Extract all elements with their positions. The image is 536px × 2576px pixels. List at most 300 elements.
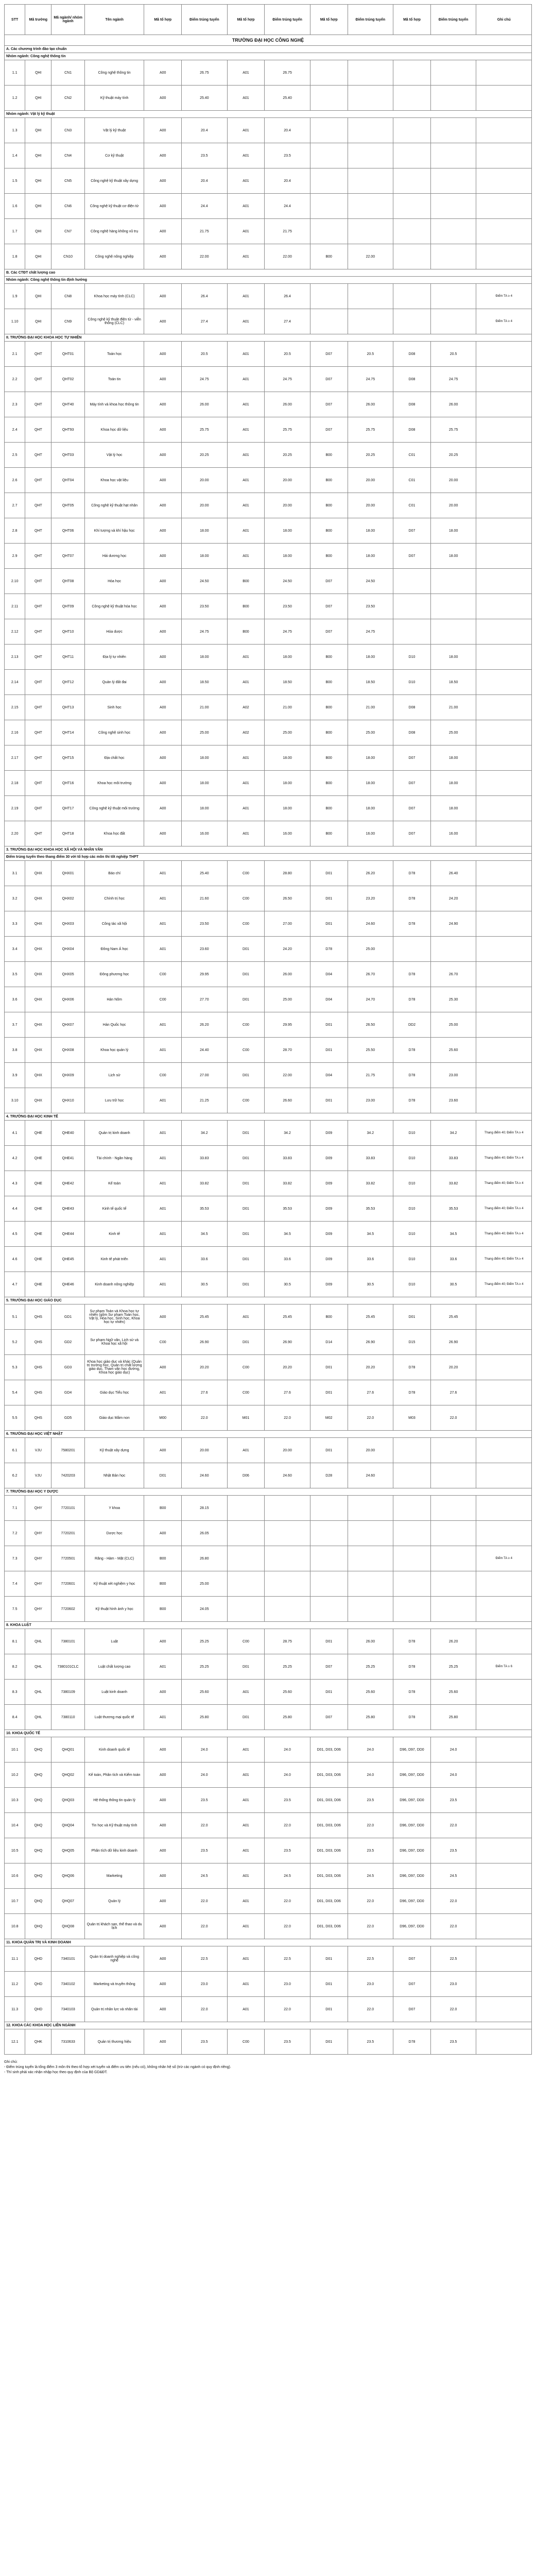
cell-t4: C01 bbox=[393, 468, 431, 493]
table-row bbox=[5, 284, 532, 309]
cell-stt: 12.1 bbox=[5, 2029, 25, 2055]
cell-t4: D78 bbox=[393, 886, 431, 911]
cell-s2: 26.60 bbox=[265, 1088, 310, 1113]
cell-t3: D07 bbox=[310, 1705, 348, 1730]
section-row bbox=[5, 1297, 532, 1304]
cell-note: Thang điểm 40; Điểm TA ≥ 4 bbox=[476, 1196, 532, 1222]
cell-t1: A01 bbox=[144, 911, 182, 937]
cell-t2: D01 bbox=[227, 1196, 265, 1222]
cell-s3: 22.5 bbox=[348, 1946, 393, 1972]
cell-s3: 23.0 bbox=[348, 1972, 393, 1997]
cell-s3: 33.83 bbox=[348, 1146, 393, 1171]
cell-s3: 27.6 bbox=[348, 1380, 393, 1405]
cell-t4 bbox=[393, 244, 431, 269]
cell-s1: 26.20 bbox=[182, 1012, 228, 1038]
cell-code: CN10 bbox=[51, 244, 85, 269]
cell-t4: D07 bbox=[393, 771, 431, 796]
section-title: 3. TRƯỜNG ĐẠI HỌC KHOA HỌC XÃ HỘI VÀ NHÂN VĂN bbox=[5, 846, 532, 854]
cell-stt: 2.1 bbox=[5, 342, 25, 367]
cell-s2: 25.80 bbox=[265, 1705, 310, 1730]
cell-school: QHY bbox=[25, 1521, 51, 1546]
cell-note bbox=[476, 1889, 532, 1914]
cell-note bbox=[476, 493, 532, 518]
cell-s2: 28.75 bbox=[265, 1629, 310, 1654]
cell-s4 bbox=[430, 619, 476, 645]
cell-s2: 18.00 bbox=[265, 645, 310, 670]
cell-note bbox=[476, 670, 532, 695]
cell-name: Kinh tế bbox=[84, 1222, 144, 1247]
cell-t2: C00 bbox=[227, 2029, 265, 2055]
cell-t2: A01 bbox=[227, 468, 265, 493]
cell-s2 bbox=[265, 1521, 310, 1546]
cell-school: QHQ bbox=[25, 1762, 51, 1788]
cell-s1: 25.25 bbox=[182, 1654, 228, 1680]
cell-s3: 24.70 bbox=[348, 987, 393, 1012]
cell-s4: 21.00 bbox=[430, 695, 476, 720]
table-row bbox=[5, 1247, 532, 1272]
cell-t1: A01 bbox=[144, 886, 182, 911]
cell-code: 7720602 bbox=[51, 1597, 85, 1622]
cell-school: QHX bbox=[25, 886, 51, 911]
cell-code: QHE46 bbox=[51, 1272, 85, 1297]
cell-name: Khoa học vật liệu bbox=[84, 468, 144, 493]
cell-school: QHL bbox=[25, 1654, 51, 1680]
section-row bbox=[5, 1113, 532, 1121]
cell-s2: 18.00 bbox=[265, 544, 310, 569]
cell-s4: 25.00 bbox=[430, 1012, 476, 1038]
table-row bbox=[5, 468, 532, 493]
cell-name: Vật lý kỹ thuật bbox=[84, 118, 144, 143]
table-row bbox=[5, 1889, 532, 1914]
cell-t4 bbox=[393, 194, 431, 219]
cell-stt: 5.3 bbox=[5, 1355, 25, 1380]
table-row bbox=[5, 367, 532, 392]
cell-s4: 23.60 bbox=[430, 1088, 476, 1113]
cell-code: QHT01 bbox=[51, 342, 85, 367]
cell-school: QHT bbox=[25, 619, 51, 645]
cell-t4 bbox=[393, 143, 431, 168]
cell-stt: 8.3 bbox=[5, 1680, 25, 1705]
admission-score-table bbox=[4, 4, 532, 2055]
cell-s2: 28.80 bbox=[265, 861, 310, 886]
cell-code: 7380109 bbox=[51, 1680, 85, 1705]
cell-s4 bbox=[430, 309, 476, 334]
cell-s4: 18.00 bbox=[430, 544, 476, 569]
table-row bbox=[5, 1355, 532, 1380]
cell-s4: 20.25 bbox=[430, 443, 476, 468]
table-row bbox=[5, 619, 532, 645]
cell-t1: A00 bbox=[144, 443, 182, 468]
cell-school: QHI bbox=[25, 86, 51, 111]
cell-name: Hải dương học bbox=[84, 544, 144, 569]
cell-stt: 2.8 bbox=[5, 518, 25, 544]
cell-t3: D01, D03, D06 bbox=[310, 1838, 348, 1863]
cell-t1: A00 bbox=[144, 342, 182, 367]
cell-t4: DD2 bbox=[393, 1012, 431, 1038]
table-row bbox=[5, 1171, 532, 1196]
cell-name: Lịch sử bbox=[84, 1063, 144, 1088]
cell-t3 bbox=[310, 118, 348, 143]
cell-t2: D01 bbox=[227, 1063, 265, 1088]
cell-s4 bbox=[430, 194, 476, 219]
table-row bbox=[5, 1496, 532, 1521]
cell-note bbox=[476, 796, 532, 821]
cell-s2: 22.0 bbox=[265, 1813, 310, 1838]
cell-s3: 23.5 bbox=[348, 1788, 393, 1813]
cell-s1: 20.4 bbox=[182, 118, 228, 143]
cell-t4: D07 bbox=[393, 518, 431, 544]
cell-t4 bbox=[393, 594, 431, 619]
cell-stt: 11.1 bbox=[5, 1946, 25, 1972]
table-row bbox=[5, 1629, 532, 1654]
cell-name: Kỹ thuật máy tính bbox=[84, 86, 144, 111]
cell-t1: A01 bbox=[144, 937, 182, 962]
cell-code: QHX01 bbox=[51, 861, 85, 886]
cell-s1: 23.5 bbox=[182, 1838, 228, 1863]
cell-s4 bbox=[430, 1597, 476, 1622]
cell-s3: 22.0 bbox=[348, 1813, 393, 1838]
cell-note bbox=[476, 244, 532, 269]
cell-school: QHE bbox=[25, 1222, 51, 1247]
table-row bbox=[5, 1972, 532, 1997]
cell-t3: D07 bbox=[310, 342, 348, 367]
cell-note bbox=[476, 1680, 532, 1705]
cell-t3: D07 bbox=[310, 619, 348, 645]
cell-stt: 2.20 bbox=[5, 821, 25, 846]
cell-note bbox=[476, 518, 532, 544]
cell-t2: D01 bbox=[227, 987, 265, 1012]
cell-school: QHY bbox=[25, 1597, 51, 1622]
cell-stt: 4.6 bbox=[5, 1247, 25, 1272]
cell-name: Quản lý đất đai bbox=[84, 670, 144, 695]
cell-code: QHQ06 bbox=[51, 1863, 85, 1889]
cell-s4: 18.00 bbox=[430, 645, 476, 670]
cell-name: Hàn Quốc học bbox=[84, 1012, 144, 1038]
cell-name: Răng - Hàm - Mặt (CLC) bbox=[84, 1546, 144, 1571]
cell-school: QHI bbox=[25, 168, 51, 194]
cell-code: QHT18 bbox=[51, 821, 85, 846]
cell-s2: 23.5 bbox=[265, 143, 310, 168]
cell-note bbox=[476, 619, 532, 645]
cell-t2: C00 bbox=[227, 1629, 265, 1654]
cell-note bbox=[476, 1863, 532, 1889]
cell-name: Công nghệ nông nghiệp bbox=[84, 244, 144, 269]
cell-t4: D96, D97, DD0 bbox=[393, 1762, 431, 1788]
cell-t4 bbox=[393, 1521, 431, 1546]
cell-t2: D01 bbox=[227, 937, 265, 962]
cell-s4: 20.20 bbox=[430, 1355, 476, 1380]
cell-s1: 33.6 bbox=[182, 1247, 228, 1272]
cell-t1: A00 bbox=[144, 1838, 182, 1863]
cell-s1: 33.82 bbox=[182, 1171, 228, 1196]
cell-s2: 18.00 bbox=[265, 796, 310, 821]
cell-t3: D01, D03, D06 bbox=[310, 1788, 348, 1813]
cell-s3: 25.75 bbox=[348, 417, 393, 443]
cell-s4: 25.80 bbox=[430, 1705, 476, 1730]
cell-t2 bbox=[227, 1546, 265, 1571]
cell-s1: 27.4 bbox=[182, 309, 228, 334]
cell-code: QHX05 bbox=[51, 962, 85, 987]
table-row bbox=[5, 569, 532, 594]
cell-code: QHQ03 bbox=[51, 1788, 85, 1813]
header-cell: Mã tổ hợp bbox=[310, 5, 348, 35]
cell-name: Luật thương mại quốc tế bbox=[84, 1705, 144, 1730]
cell-t4: D07 bbox=[393, 745, 431, 771]
cell-s1: 22.0 bbox=[182, 1914, 228, 1939]
cell-stt: 1.8 bbox=[5, 244, 25, 269]
table-row bbox=[5, 1330, 532, 1355]
cell-s2: 23.5 bbox=[265, 1788, 310, 1813]
cell-school: QHX bbox=[25, 1038, 51, 1063]
cell-t4 bbox=[393, 118, 431, 143]
table-row bbox=[5, 1946, 532, 1972]
cell-school: QHL bbox=[25, 1629, 51, 1654]
cell-s4: 22.0 bbox=[430, 1405, 476, 1431]
cell-note bbox=[476, 1063, 532, 1088]
cell-t1: A00 bbox=[144, 544, 182, 569]
cell-note: Thang điểm 40; Điểm TA ≥ 4 bbox=[476, 1272, 532, 1297]
cell-t3 bbox=[310, 194, 348, 219]
cell-code: QHQ01 bbox=[51, 1737, 85, 1762]
cell-t3: D14 bbox=[310, 1330, 348, 1355]
cell-school: QHQ bbox=[25, 1863, 51, 1889]
cell-s1: 35.53 bbox=[182, 1196, 228, 1222]
cell-t3: B00 bbox=[310, 493, 348, 518]
cell-s2: 22.5 bbox=[265, 1946, 310, 1972]
cell-name: Quản lý bbox=[84, 1889, 144, 1914]
cell-s1: 23.5 bbox=[182, 2029, 228, 2055]
cell-stt: 4.4 bbox=[5, 1196, 25, 1222]
cell-note bbox=[476, 1088, 532, 1113]
cell-s1: 16.00 bbox=[182, 821, 228, 846]
cell-school: QHT bbox=[25, 342, 51, 367]
cell-t2: A01 bbox=[227, 1838, 265, 1863]
cell-s4: 26.00 bbox=[430, 392, 476, 417]
cell-stt: 6.1 bbox=[5, 1438, 25, 1463]
cell-s1: 24.40 bbox=[182, 1038, 228, 1063]
cell-stt: 10.4 bbox=[5, 1813, 25, 1838]
cell-t1: B00 bbox=[144, 1571, 182, 1597]
cell-s2: 22.00 bbox=[265, 244, 310, 269]
cell-s3: 22.0 bbox=[348, 1889, 393, 1914]
cell-s1: 22.0 bbox=[182, 1405, 228, 1431]
cell-t1: C00 bbox=[144, 962, 182, 987]
table-header bbox=[5, 5, 532, 35]
cell-t3: B00 bbox=[310, 1304, 348, 1330]
cell-t3: D07 bbox=[310, 594, 348, 619]
cell-stt: 10.8 bbox=[5, 1914, 25, 1939]
cell-code: 7340102 bbox=[51, 1972, 85, 1997]
cell-t1: A00 bbox=[144, 1972, 182, 1997]
cell-s1: 23.50 bbox=[182, 911, 228, 937]
cell-s4: 24.20 bbox=[430, 886, 476, 911]
cell-s1: 30.5 bbox=[182, 1272, 228, 1297]
cell-code: 7720101 bbox=[51, 1496, 85, 1521]
section-row bbox=[5, 111, 532, 118]
cell-t1: C00 bbox=[144, 1063, 182, 1088]
cell-s3: 24.0 bbox=[348, 1762, 393, 1788]
cell-note bbox=[476, 1012, 532, 1038]
cell-s2: 18.00 bbox=[265, 518, 310, 544]
cell-s2: 18.50 bbox=[265, 670, 310, 695]
cell-name: Dược học bbox=[84, 1521, 144, 1546]
cell-note bbox=[476, 118, 532, 143]
cell-stt: 1.1 bbox=[5, 60, 25, 86]
table-row bbox=[5, 1597, 532, 1622]
cell-s2: 29.95 bbox=[265, 1012, 310, 1038]
cell-t1: A00 bbox=[144, 1304, 182, 1330]
cell-t4: D96, D97, DD0 bbox=[393, 1914, 431, 1939]
cell-stt: 2.19 bbox=[5, 796, 25, 821]
cell-t1: A00 bbox=[144, 168, 182, 194]
cell-t1: A00 bbox=[144, 1680, 182, 1705]
cell-s2: 25.40 bbox=[265, 86, 310, 111]
cell-stt: 2.6 bbox=[5, 468, 25, 493]
cell-name: Marketing và truyền thông bbox=[84, 1972, 144, 1997]
cell-stt: 1.9 bbox=[5, 284, 25, 309]
cell-s4 bbox=[430, 1521, 476, 1546]
cell-s3: 25.00 bbox=[348, 720, 393, 745]
cell-s2: 20.5 bbox=[265, 342, 310, 367]
cell-t2: A01 bbox=[227, 493, 265, 518]
cell-s1: 18.00 bbox=[182, 544, 228, 569]
cell-note: Thang điểm 40; Điểm TA ≥ 4 bbox=[476, 1171, 532, 1196]
cell-t4: D07 bbox=[393, 1997, 431, 2022]
footer-notes bbox=[4, 2060, 532, 2075]
cell-note bbox=[476, 1304, 532, 1330]
cell-t2: A01 bbox=[227, 796, 265, 821]
header-cell: Mã trường bbox=[25, 5, 51, 35]
cell-t4: D96, D97, DD0 bbox=[393, 1889, 431, 1914]
cell-name: Công nghệ kỹ thuật hạt nhân bbox=[84, 493, 144, 518]
cell-s1: 24.0 bbox=[182, 1737, 228, 1762]
cell-t3: D01 bbox=[310, 1012, 348, 1038]
cell-code: QHT16 bbox=[51, 771, 85, 796]
cell-t1: A00 bbox=[144, 796, 182, 821]
cell-t3: D01, D03, D06 bbox=[310, 1762, 348, 1788]
cell-t3: D07 bbox=[310, 569, 348, 594]
cell-t3: D28 bbox=[310, 1463, 348, 1488]
cell-s3: 23.20 bbox=[348, 886, 393, 911]
footer-line: - Điểm trúng tuyển là tổng điểm 3 môn thi theo tổ hợp xét tuyển và điểm ưu tiên (nếu có), không nhân hệ số (trừ các ngành có quy định riêng). bbox=[4, 2065, 231, 2069]
header-cell: Điểm trúng tuyển bbox=[430, 5, 476, 35]
cell-t1: A00 bbox=[144, 1997, 182, 2022]
cell-s2: 28.70 bbox=[265, 1038, 310, 1063]
cell-s4: 25.60 bbox=[430, 1038, 476, 1063]
cell-name: Quản trị thương hiệu bbox=[84, 2029, 144, 2055]
cell-note bbox=[476, 60, 532, 86]
cell-name: Đông phương học bbox=[84, 962, 144, 987]
cell-name: Kế toán bbox=[84, 1171, 144, 1196]
cell-s2: 24.5 bbox=[265, 1863, 310, 1889]
cell-code: QHX02 bbox=[51, 886, 85, 911]
cell-name: Địa lý tự nhiên bbox=[84, 645, 144, 670]
table-row bbox=[5, 670, 532, 695]
section-row bbox=[5, 1939, 532, 1946]
cell-t2: D01 bbox=[227, 1654, 265, 1680]
cell-code: QHT40 bbox=[51, 392, 85, 417]
cell-note bbox=[476, 1405, 532, 1431]
cell-s2: 24.50 bbox=[265, 569, 310, 594]
cell-name: Lưu trữ học bbox=[84, 1088, 144, 1113]
cell-t2: A01 bbox=[227, 118, 265, 143]
cell-t3: D09 bbox=[310, 1222, 348, 1247]
table-row bbox=[5, 1088, 532, 1113]
cell-s3: 26.70 bbox=[348, 962, 393, 987]
cell-code: QHQ04 bbox=[51, 1813, 85, 1838]
cell-t1: A01 bbox=[144, 1146, 182, 1171]
section-title: 12. KHOA CÁC KHOA HỌC LIÊN NGÀNH bbox=[5, 2022, 532, 2029]
table-row bbox=[5, 962, 532, 987]
cell-code: 7310633 bbox=[51, 2029, 85, 2055]
cell-stt: 2.3 bbox=[5, 392, 25, 417]
cell-code: QHT04 bbox=[51, 468, 85, 493]
cell-s1: 24.4 bbox=[182, 194, 228, 219]
table-row bbox=[5, 1788, 532, 1813]
cell-name: Hóa học bbox=[84, 569, 144, 594]
cell-t4: C01 bbox=[393, 493, 431, 518]
cell-s2: 27.00 bbox=[265, 911, 310, 937]
cell-t4 bbox=[393, 569, 431, 594]
cell-code: GD2 bbox=[51, 1330, 85, 1355]
cell-school: QHE bbox=[25, 1171, 51, 1196]
cell-t3: B00 bbox=[310, 518, 348, 544]
cell-s2: 35.53 bbox=[265, 1196, 310, 1222]
cell-t1: B00 bbox=[144, 1496, 182, 1521]
cell-t3 bbox=[310, 219, 348, 244]
cell-note bbox=[476, 1496, 532, 1521]
cell-t1: D01 bbox=[144, 1463, 182, 1488]
cell-s3: 18.00 bbox=[348, 518, 393, 544]
cell-stt: 3.3 bbox=[5, 911, 25, 937]
cell-s1: 24.60 bbox=[182, 1463, 228, 1488]
cell-t1: C00 bbox=[144, 987, 182, 1012]
cell-t1: A00 bbox=[144, 594, 182, 619]
cell-s4: 23.00 bbox=[430, 1063, 476, 1088]
cell-t2: A01 bbox=[227, 1946, 265, 1972]
cell-t3: D07 bbox=[310, 417, 348, 443]
cell-stt: 2.2 bbox=[5, 367, 25, 392]
cell-t2: A02 bbox=[227, 720, 265, 745]
cell-s3 bbox=[348, 219, 393, 244]
cell-t4: D10 bbox=[393, 1171, 431, 1196]
cell-t2: A01 bbox=[227, 1737, 265, 1762]
cell-code: 7380110 bbox=[51, 1705, 85, 1730]
cell-code: QHX06 bbox=[51, 987, 85, 1012]
cell-stt: 4.7 bbox=[5, 1272, 25, 1297]
cell-note bbox=[476, 367, 532, 392]
footer-line: - Thí sinh phải xác nhận nhập học theo quy định của Bộ GD&ĐT. bbox=[4, 2071, 108, 2074]
header-cell: Mã tổ hợp bbox=[227, 5, 265, 35]
table-row bbox=[5, 168, 532, 194]
cell-s3: 18.00 bbox=[348, 771, 393, 796]
cell-s4: 18.50 bbox=[430, 670, 476, 695]
cell-note bbox=[476, 594, 532, 619]
cell-s1: 21.60 bbox=[182, 886, 228, 911]
cell-s4: 26.40 bbox=[430, 861, 476, 886]
table-row bbox=[5, 1380, 532, 1405]
cell-s2: 26.4 bbox=[265, 284, 310, 309]
cell-s4 bbox=[430, 86, 476, 111]
cell-stt: 8.1 bbox=[5, 1629, 25, 1654]
cell-stt: 11.3 bbox=[5, 1997, 25, 2022]
cell-t3: D01 bbox=[310, 1946, 348, 1972]
cell-t4: D08 bbox=[393, 342, 431, 367]
cell-t4: D10 bbox=[393, 1121, 431, 1146]
cell-s1: 24.5 bbox=[182, 1863, 228, 1889]
cell-s4: 23.5 bbox=[430, 1838, 476, 1863]
cell-code: QHT09 bbox=[51, 594, 85, 619]
